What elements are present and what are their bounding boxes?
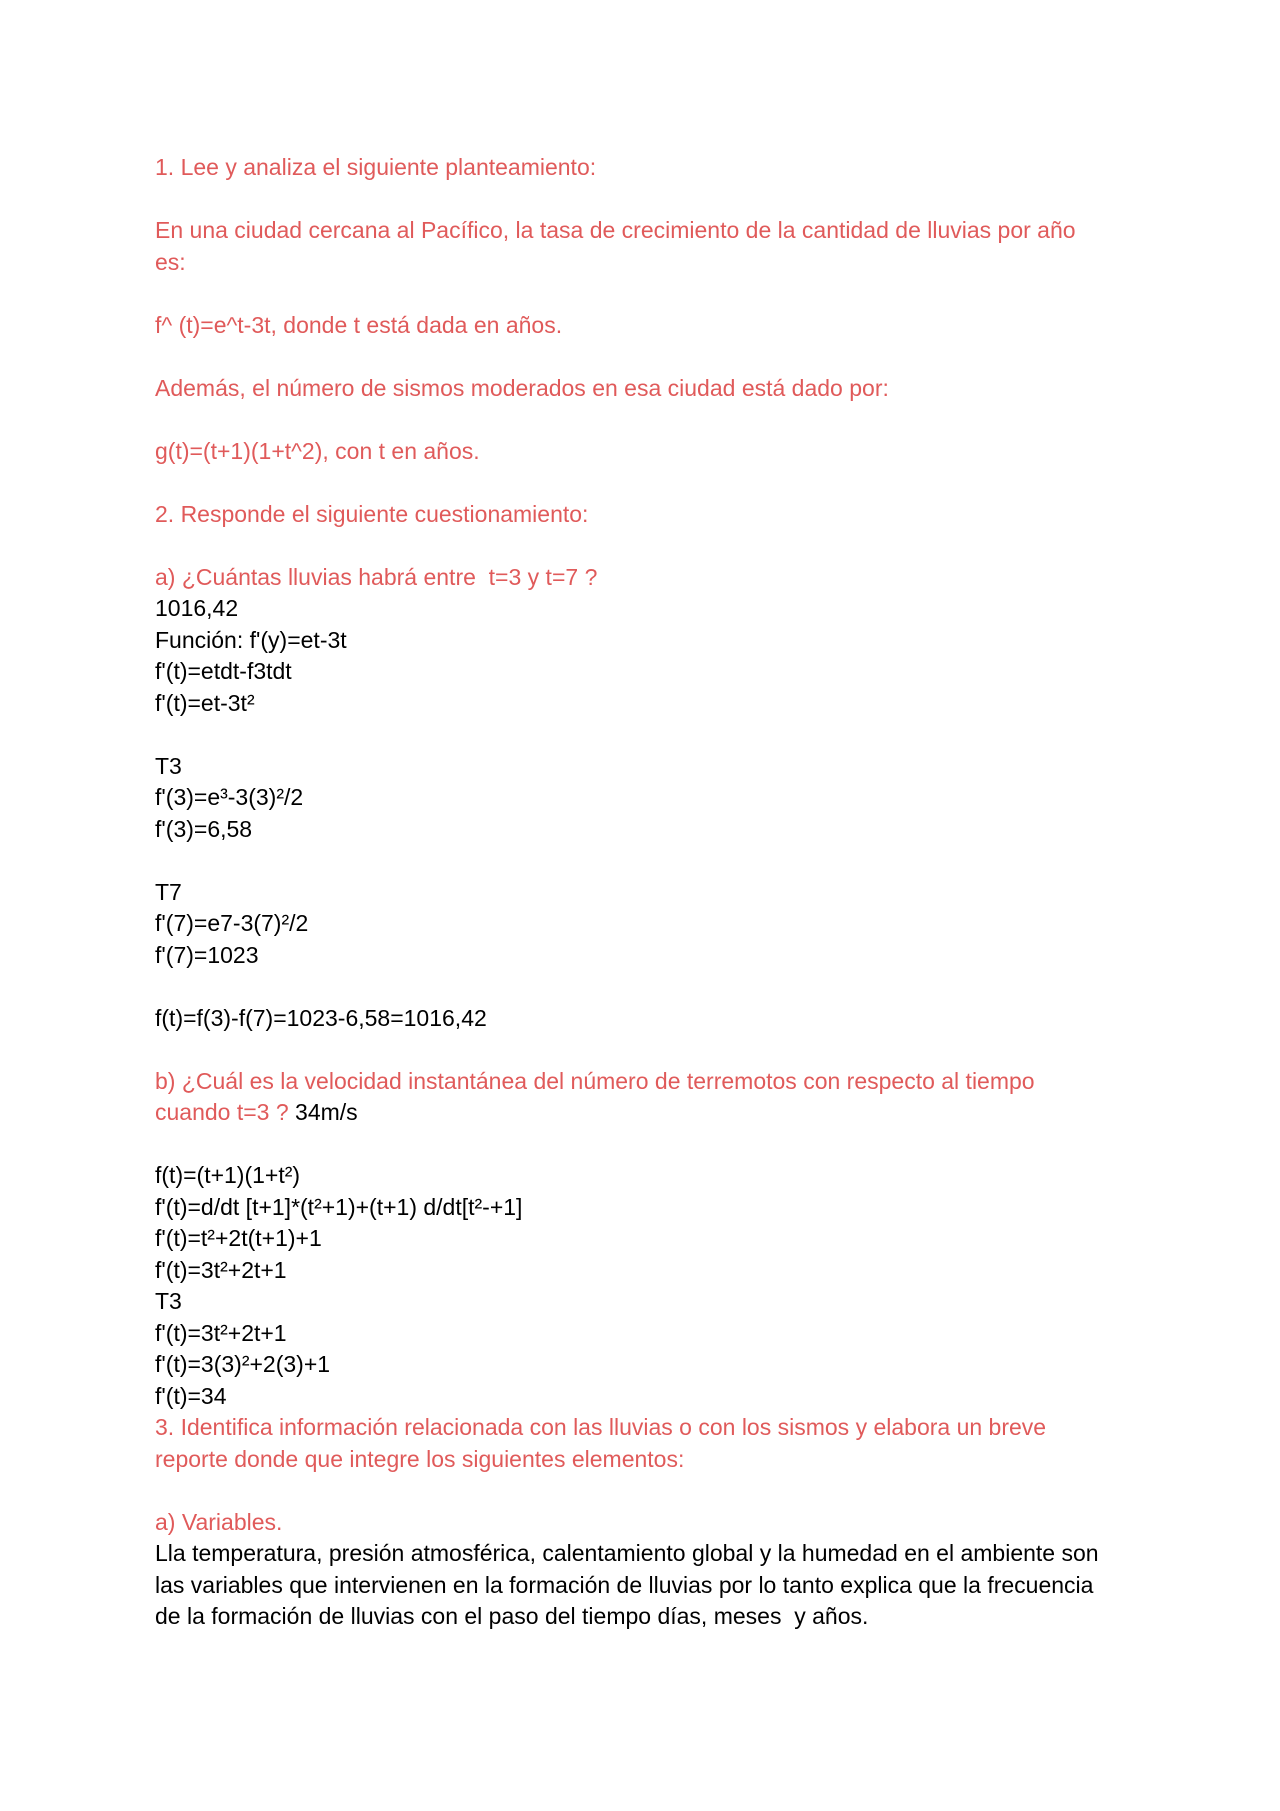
spacer bbox=[155, 971, 1135, 1003]
t7-label: T7 bbox=[155, 878, 182, 905]
answer-b-line: f'(t)=d/dt [t+1]*(t²+1)+(t+1) d/dt[t²-+1] bbox=[155, 1193, 523, 1220]
t3-step: f'(3)=6,58 bbox=[155, 815, 253, 842]
spacer bbox=[155, 530, 1135, 562]
spacer bbox=[155, 845, 1135, 877]
section2-heading: 2. Responde el siguiente cuestionamiento: bbox=[155, 500, 589, 527]
spacer bbox=[155, 719, 1135, 751]
earthquake-formula: g(t)=(t+1)(1+t^2), con t en años. bbox=[155, 437, 480, 464]
section3-answer-line2: las variables que intervienen en la formación de lluvias por lo tanto explica que la frecuencia bbox=[155, 1571, 1094, 1598]
spacer bbox=[155, 278, 1135, 310]
t7-step: f'(7)=e7-3(7)²/2 bbox=[155, 910, 309, 936]
question-b-line2 bbox=[155, 1097, 1135, 1129]
section1-paragraph-line2: es: bbox=[155, 248, 186, 275]
question-a: a) ¿Cuántas lluvias habrá entre t=3 y t=7 ? bbox=[155, 563, 598, 590]
answer-a-line: f'(t)=etdt-f3tdt bbox=[155, 658, 292, 684]
spacer bbox=[155, 1034, 1135, 1066]
spacer bbox=[155, 467, 1135, 499]
spacer bbox=[155, 341, 1135, 373]
answer-b-line: f'(t)=3t²+2t+1 bbox=[155, 1319, 287, 1346]
section3-heading-line2: reporte donde que integre los siguientes elementos: bbox=[155, 1445, 685, 1472]
t3-label: T3 bbox=[155, 752, 182, 779]
document-page bbox=[155, 152, 1135, 1633]
rain-rate-formula: f^ (t)=e^t-3t, donde t está dada en años. bbox=[155, 311, 563, 338]
earthquake-paragraph: Además, el número de sismos moderados en esa ciudad está dado por: bbox=[155, 374, 889, 401]
spacer bbox=[155, 1129, 1135, 1161]
answer-b-line: T3 bbox=[155, 1288, 182, 1314]
answer-b-line: f'(t)=3t²+2t+1 bbox=[155, 1256, 287, 1283]
t7-step: f'(7)=1023 bbox=[155, 941, 259, 968]
section1-paragraph-line1: En una ciudad cercana al Pacífico, la tasa de crecimiento de la cantidad de lluvias por año bbox=[155, 217, 1076, 243]
section3-heading-line1: 3. Identifica información relacionada con las lluvias o con los sismos y elabora un breve bbox=[155, 1414, 1047, 1440]
answer-b-line: f(t)=(t+1)(1+t²) bbox=[155, 1162, 301, 1188]
answer-a-line: 1016,42 bbox=[155, 595, 239, 621]
t3-step: f'(3)=e³-3(3)²/2 bbox=[155, 784, 304, 810]
spacer bbox=[155, 184, 1135, 216]
answer-b-inline: 34m/s bbox=[288, 1099, 358, 1125]
answer-b-line: f'(t)=34 bbox=[155, 1382, 227, 1409]
result-a: f(t)=f(3)-f(7)=1023-6,58=1016,42 bbox=[155, 1004, 487, 1031]
section3-sub-a: a) Variables. bbox=[155, 1508, 283, 1535]
spacer bbox=[155, 1475, 1135, 1507]
question-b-text: cuando t=3 ? bbox=[155, 1099, 289, 1125]
question-b-line1: b) ¿Cuál es la velocidad instantánea del número de terremotos con respecto al tiempo bbox=[155, 1067, 1035, 1094]
spacer bbox=[155, 404, 1135, 436]
section1-heading: 1. Lee y analiza el siguiente planteamiento: bbox=[155, 154, 597, 180]
answer-a-line: Función: f'(y)=et-3t bbox=[155, 626, 347, 653]
section3-answer-line1: Lla temperatura, presión atmosférica, calentamiento global y la humedad en el ambiente son bbox=[155, 1540, 1099, 1566]
section3-answer-line3: de la formación de lluvias con el paso del tiempo días, meses y años. bbox=[155, 1603, 869, 1629]
answer-a-line: f'(t)=et-3t² bbox=[155, 689, 255, 716]
answer-b-line: f'(t)=3(3)²+2(3)+1 bbox=[155, 1351, 331, 1377]
answer-b-line: f'(t)=t²+2t(t+1)+1 bbox=[155, 1225, 322, 1251]
